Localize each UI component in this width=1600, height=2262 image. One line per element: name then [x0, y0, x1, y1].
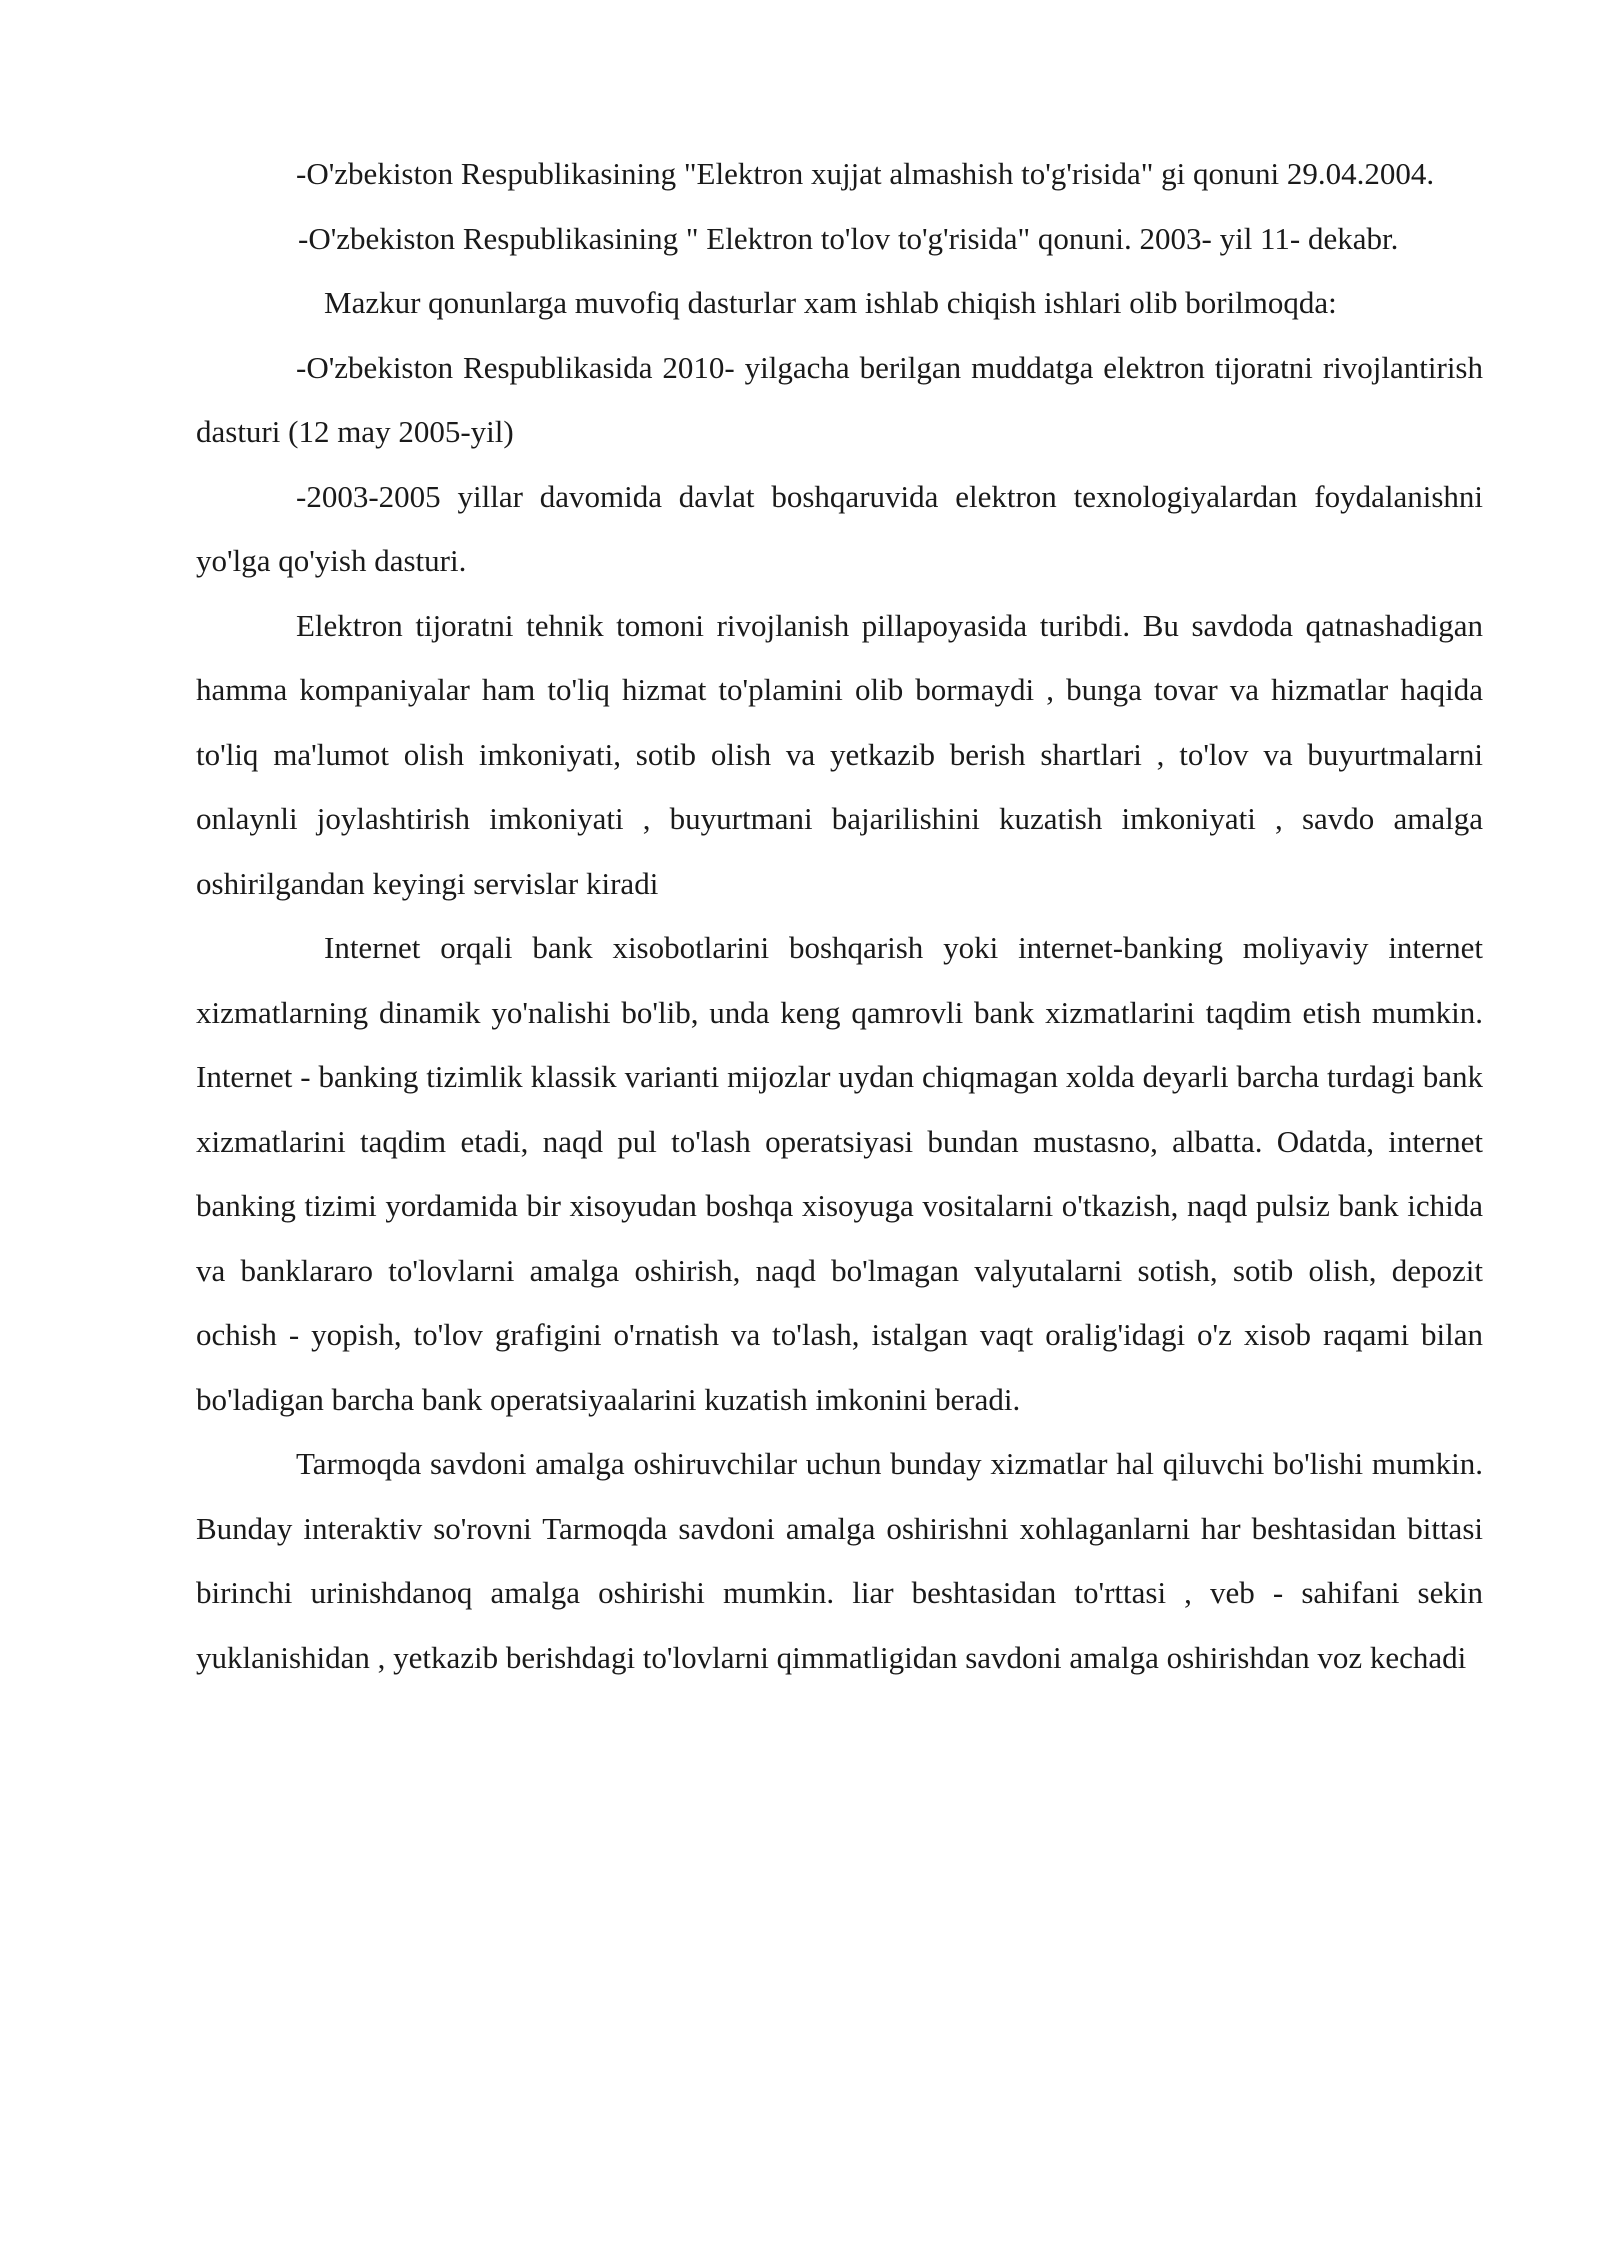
paragraph-programs-intro: Mazkur qonunlarga muvofiq dasturlar xam ishlab chiqish ishlari olib borilmoqda:: [324, 285, 1337, 320]
paragraph-law-electronic-document: -O'zbekiston Respublikasining "Elektron xujjat almashish to'g'risida" gi qonuni 29.04.2004.: [296, 156, 1435, 191]
document-page: [196, 142, 1483, 1690]
paragraph-ecommerce-program: -O'zbekiston Respublikasida 2010- yilgacha berilgan muddatga elektron tijoratni rivojlantirish dasturi (12 may 2005-yil): [196, 349, 1483, 449]
paragraph-egov-program: -2003-2005 yillar davomida davlat boshqaruvida elektron texnologiyalardan foydalanishni yo'lga qo'yish dasturi.: [196, 478, 1483, 578]
paragraph-online-trade: Tarmoqda savdoni amalga oshiruvchilar uchun bunday xizmatlar hal qiluvchi bo'lishi mumkin. Bunday interaktiv so'rovni Tarmoqda savdoni amalga oshirishni xohlaganlarni har beshtasidan bittasi birinchi urinishdanoq amalga oshirishi mumkin. liar beshtasidan to'rttasi , veb - sahifani sekin yuklanishidan , yetkazib berishdagi to'lovlarni qimmatligidan savdoni amalga oshirishdan voz kechadi: [196, 1446, 1483, 1675]
paragraph-ecommerce-technical: Elektron tijoratni tehnik tomoni rivojlanish pillapoyasida turibdi. Bu savdoda qatnashadigan hamma kompaniyalar ham to'liq hizmat to'plamini olib bormaydi , bunga tovar va hizmatlar haqida to'liq ma'lumot olish imkoniyati, sotib olish va yetkazib berish shartlari , to'lov va buyurtmalarni onlaynli joylashtirish imkoniyati , buyurtmani bajarilishini kuzatish imkoniyati , savdo amalga oshirilgandan keyingi servislar kiradi: [196, 607, 1483, 901]
paragraph-law-electronic-payment: -O'zbekiston Respublikasining " Elektron to'lov to'g'risida" qonuni. 2003- yil 11- dekabr.: [298, 220, 1399, 256]
paragraph-internet-banking: Internet orqali bank xisobotlarini boshqarish yoki internet-banking moliyaviy internet xizmatlarning dinamik yo'nalishi bo'lib, unda keng qamrovli bank xizmatlarini taqdim etish mumkin. Internet - banking tizimlik klassik varianti mijozlar uydan chiqmagan xolda deyarli barcha turdagi bank xizmatlarini taqdim etadi, naqd pul to'lash operatsiyasi bundan mustasno, albatta. Odatda, internet banking tizimi yordamida bir xisoyudan boshqa xisoyuga vositalarni o'tkazish, naqd pulsiz bank ichida va banklararo to'lovlarni amalga oshirish, naqd bo'lmagan valyutalarni sotish, sotib olish, depozit ochish - yopish, to'lov grafigini o'rnatish va to'lash, istalgan vaqt oralig'idagi o'z xisob raqami bilan bo'ladigan barcha bank operatsiyaalarini kuzatish imkonini beradi.: [196, 930, 1483, 1417]
